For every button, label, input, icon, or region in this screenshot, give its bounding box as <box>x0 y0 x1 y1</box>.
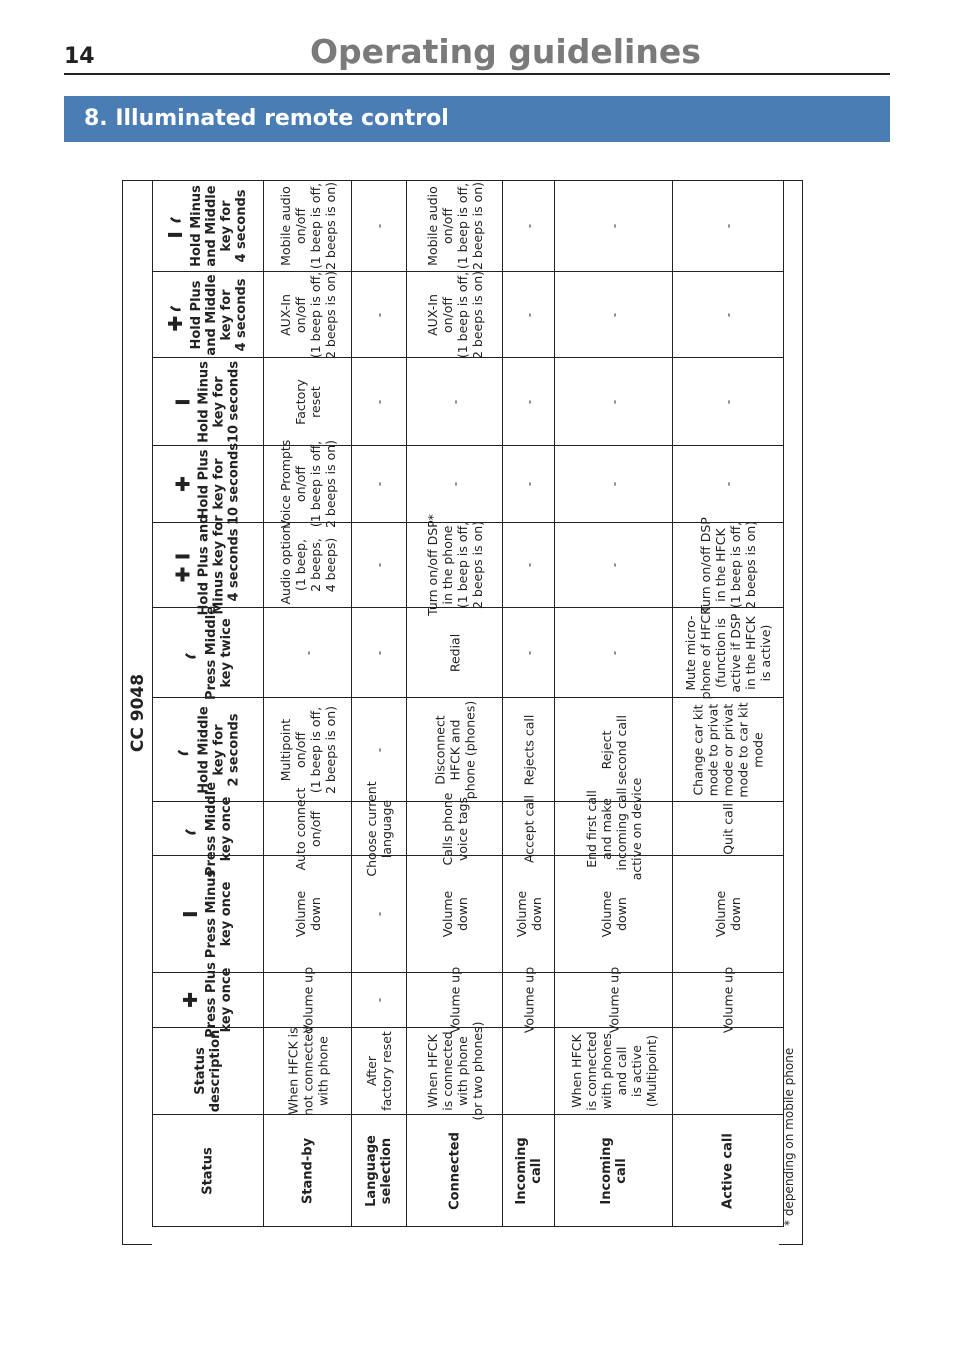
section-banner <box>64 96 890 142</box>
key-function-table <box>152 180 784 1227</box>
title-rule <box>64 73 890 75</box>
cell-text: Mute micro- phone of HFCK (function is active if DSP in the HFCK is active) <box>683 606 773 699</box>
table-cell <box>503 358 555 446</box>
cell-text: Volume down <box>598 890 629 938</box>
plus-minus-icon <box>175 515 195 616</box>
table-cell <box>264 608 352 698</box>
table-cell <box>407 792 503 865</box>
table-cell <box>264 358 352 446</box>
cell-text: - <box>606 223 621 229</box>
table-cell <box>503 794 555 863</box>
cell-text: - <box>371 747 387 752</box>
plus-phone-icon <box>167 274 187 355</box>
header-cell <box>153 781 264 876</box>
header-cell <box>153 272 264 358</box>
table-cell <box>352 181 407 272</box>
table-cell <box>555 777 673 880</box>
cell-text: Volume down <box>713 890 743 938</box>
header-cell <box>153 442 264 526</box>
table-cell <box>352 608 407 698</box>
header-content <box>175 515 242 616</box>
table-cell <box>407 272 503 358</box>
footnote-cell <box>779 180 803 1245</box>
table-cell <box>555 181 673 272</box>
cell-text: Mobile audio on/off (1 beep is off, 2 beeps is on) <box>424 181 485 271</box>
section-heading: 8. Illuminated remote control <box>84 106 449 131</box>
model-title: CC 9048 <box>127 673 148 752</box>
header-cell <box>153 1115 264 1227</box>
header-label: Hold Plus and Minus key for 4 seconds <box>196 514 242 616</box>
minus-icon <box>182 870 202 958</box>
table-cell <box>352 446 407 523</box>
cell-text: When HFCK is connected with phone (or two phones) <box>424 1021 485 1121</box>
table-cell <box>264 698 352 802</box>
cell-text: - <box>521 650 536 655</box>
cell-text: Reject second call <box>598 714 629 785</box>
header-content <box>182 605 234 699</box>
header-label: Status <box>200 1146 216 1195</box>
table-cell <box>264 856 352 973</box>
cell-text: - <box>606 481 621 487</box>
table-cell <box>407 446 503 523</box>
cell-text: - <box>720 223 736 229</box>
table-cell <box>503 446 555 523</box>
cell-text: Change car kit mode to privat mode or privat mode to car kit mode <box>690 701 766 798</box>
header-content <box>175 706 242 793</box>
table-cell <box>503 523 555 608</box>
cell-text: - <box>371 481 387 487</box>
header-label: Press Middle key once <box>204 781 234 876</box>
header-cell <box>153 514 264 616</box>
cell-text: - <box>606 650 621 655</box>
cell-text: Volume up <box>606 966 621 1034</box>
header-content <box>167 274 249 355</box>
table-cell <box>555 358 673 446</box>
table-cell <box>264 272 352 358</box>
cell-text: - <box>371 650 387 655</box>
phone-icon <box>182 605 202 699</box>
table-cell <box>555 272 673 358</box>
cell-text: Voice Prompts on/off (1 beep is off, 2 beeps is on) <box>277 439 338 529</box>
table-cell <box>352 1028 407 1115</box>
cell-text: - <box>720 312 736 317</box>
cell-text: End first call and make incoming call active on device <box>583 777 644 880</box>
cell-text: Audio option (1 beep, 2 beeps, 4 beeps) <box>277 525 338 605</box>
header-content <box>175 360 242 442</box>
cell-text: - <box>447 481 462 487</box>
table-cell <box>555 446 673 523</box>
cell-text: - <box>300 650 315 655</box>
table-cell <box>352 973 407 1028</box>
cell-text: - <box>720 481 736 487</box>
table-cell <box>673 181 784 272</box>
header-label: Hold Minus and Middle key for 4 seconds <box>189 185 249 267</box>
table-cell <box>264 966 352 1034</box>
header-cell <box>153 856 264 973</box>
table-cell <box>673 966 784 1034</box>
cell-text: Mobile audio on/off (1 beep is off, 2 beeps is on) <box>277 181 338 271</box>
cell-text: - <box>371 562 387 568</box>
cell-text: After factory reset <box>364 1031 394 1111</box>
table-cell <box>503 1028 555 1115</box>
table-cell <box>503 856 555 973</box>
cell-text: - <box>521 562 536 568</box>
cell-text: Quit call <box>720 802 736 855</box>
minus-icon <box>175 360 195 442</box>
cell-text: Incoming call <box>513 1136 544 1205</box>
cell-text: Active call <box>720 1132 736 1209</box>
page-title: Operating guidelines <box>310 32 701 71</box>
cell-text: Choose current language <box>364 780 394 877</box>
remote-control-table <box>122 180 803 1245</box>
status-cell <box>673 1115 784 1227</box>
cell-text: Redial <box>447 633 462 672</box>
table-cell <box>264 439 352 529</box>
table-cell <box>264 1028 352 1115</box>
cell-text: Turn on/off DSP in the HFCK (1 beep is off, 2 beeps is on) <box>698 517 758 613</box>
table-cell <box>673 698 784 802</box>
table-cell <box>264 523 352 608</box>
cell-text: Calls phone voice tags <box>439 792 470 865</box>
cell-text: - <box>606 312 621 317</box>
model-title-cell <box>122 180 152 1245</box>
cell-text: Stand-by <box>300 1137 315 1204</box>
cell-text: Volume up <box>300 966 315 1034</box>
table-cell <box>407 1021 503 1121</box>
table-cell <box>555 966 673 1034</box>
table-cell <box>673 1028 784 1115</box>
cell-text: - <box>521 481 536 487</box>
cell-text: When HFCK is connected with phones and call is active (Multipoint) <box>568 1031 659 1111</box>
table-cell <box>555 1028 673 1115</box>
header-label: Hold Middle key for 2 seconds <box>196 705 242 794</box>
header-cell <box>153 358 264 446</box>
cell-text: Volume up <box>521 966 536 1034</box>
phone-icon <box>175 706 195 793</box>
header-cell <box>153 181 264 272</box>
cell-text: Volume down <box>513 890 544 938</box>
header-content <box>193 1030 223 1113</box>
minus-phone-icon <box>167 185 187 267</box>
header-label: Press Middle key twice <box>204 605 234 700</box>
table-cell <box>407 856 503 973</box>
cell-text: Volume down <box>439 890 470 938</box>
header-content <box>201 1147 216 1195</box>
status-cell <box>352 1115 407 1227</box>
cell-text: - <box>720 399 736 404</box>
cell-text: Multipoint on/off (1 beep is off, 2 beeps is on) <box>277 705 338 794</box>
table-cell <box>503 608 555 698</box>
table-cell <box>407 358 503 446</box>
header-cell <box>153 605 264 700</box>
cell-text: Auto connect on/off <box>292 787 323 870</box>
table-cell <box>352 780 407 877</box>
status-cell <box>555 1115 673 1227</box>
header-content <box>182 962 234 1038</box>
cell-text: - <box>447 399 462 404</box>
cell-text: Disconnect HFCK and phone (phones) <box>432 700 477 799</box>
table-cell <box>407 514 503 616</box>
table-cell <box>673 517 784 613</box>
status-cell <box>407 1115 503 1227</box>
table-cell <box>264 181 352 272</box>
table-cell <box>503 181 555 272</box>
cell-text: - <box>606 399 621 404</box>
cell-text: - <box>521 223 536 229</box>
cell-text: Volume up <box>720 966 736 1034</box>
table-cell <box>555 523 673 608</box>
table-cell <box>673 608 784 698</box>
table-cell <box>352 358 407 446</box>
header-label: Press Minus key once <box>204 869 234 959</box>
cell-text: When HFCK is not connected with phone <box>285 1026 330 1116</box>
table-cell <box>264 787 352 870</box>
cell-text: - <box>371 223 387 229</box>
header-content <box>182 870 234 958</box>
status-cell <box>264 1115 352 1227</box>
header-label: Hold Plus and Middle key for 4 seconds <box>189 273 249 356</box>
cell-text: - <box>371 399 387 404</box>
table-cell <box>407 181 503 272</box>
plus-icon <box>175 443 195 525</box>
cell-text: - <box>371 911 387 917</box>
table-cell <box>555 856 673 973</box>
table-cell <box>673 358 784 446</box>
table-cell <box>673 856 784 973</box>
cell-text: - <box>371 997 387 1003</box>
cell-text: Turn on/off DSP* in the phone (1 beep is off, 2 beeps is on) <box>424 514 485 616</box>
header-cell <box>153 1028 264 1115</box>
header-content <box>175 443 242 525</box>
cell-text: - <box>521 399 536 404</box>
cell-text: Factory reset <box>292 378 323 425</box>
header-label: Status description <box>193 1029 223 1113</box>
table-cell <box>673 446 784 523</box>
cell-text: Volume down <box>292 890 323 938</box>
header-label: Hold Minus key for 10 seconds <box>196 360 242 443</box>
table-cell <box>673 272 784 358</box>
table-cell <box>407 698 503 802</box>
table-cell <box>503 698 555 802</box>
footnote: * depending on mobile phone <box>781 1047 796 1226</box>
table-cell <box>407 966 503 1034</box>
cell-text: Incoming call <box>598 1136 629 1205</box>
status-cell <box>503 1115 555 1227</box>
header-label: Press Plus key once <box>204 962 234 1038</box>
cell-text: - <box>521 312 536 317</box>
cell-text: Rejects call <box>521 714 536 785</box>
table-cell <box>555 608 673 698</box>
header-content <box>167 185 249 267</box>
table-cell <box>503 966 555 1034</box>
table-cell <box>503 272 555 358</box>
table-cell <box>352 272 407 358</box>
page-number: 14 <box>64 44 95 69</box>
cell-text: - <box>606 562 621 568</box>
cell-text: Accept call <box>521 794 536 863</box>
cell-text: - <box>371 312 387 317</box>
plus-icon <box>182 962 202 1038</box>
cell-text: AUX-In on/off (1 beep is off, 2 beeps is on) <box>277 270 338 359</box>
header-cell <box>153 962 264 1038</box>
cell-text: Language selection <box>364 1134 394 1207</box>
cell-text: Connected <box>447 1131 462 1210</box>
cell-text: AUX-In on/off (1 beep is off, 2 beeps is on) <box>424 270 485 359</box>
cell-text: Volume up <box>447 966 462 1034</box>
header-label: Hold Plus key for 10 seconds <box>196 442 242 526</box>
table-cell <box>673 802 784 856</box>
table-cell <box>352 523 407 608</box>
table-cell <box>352 856 407 973</box>
table-cell <box>407 608 503 698</box>
